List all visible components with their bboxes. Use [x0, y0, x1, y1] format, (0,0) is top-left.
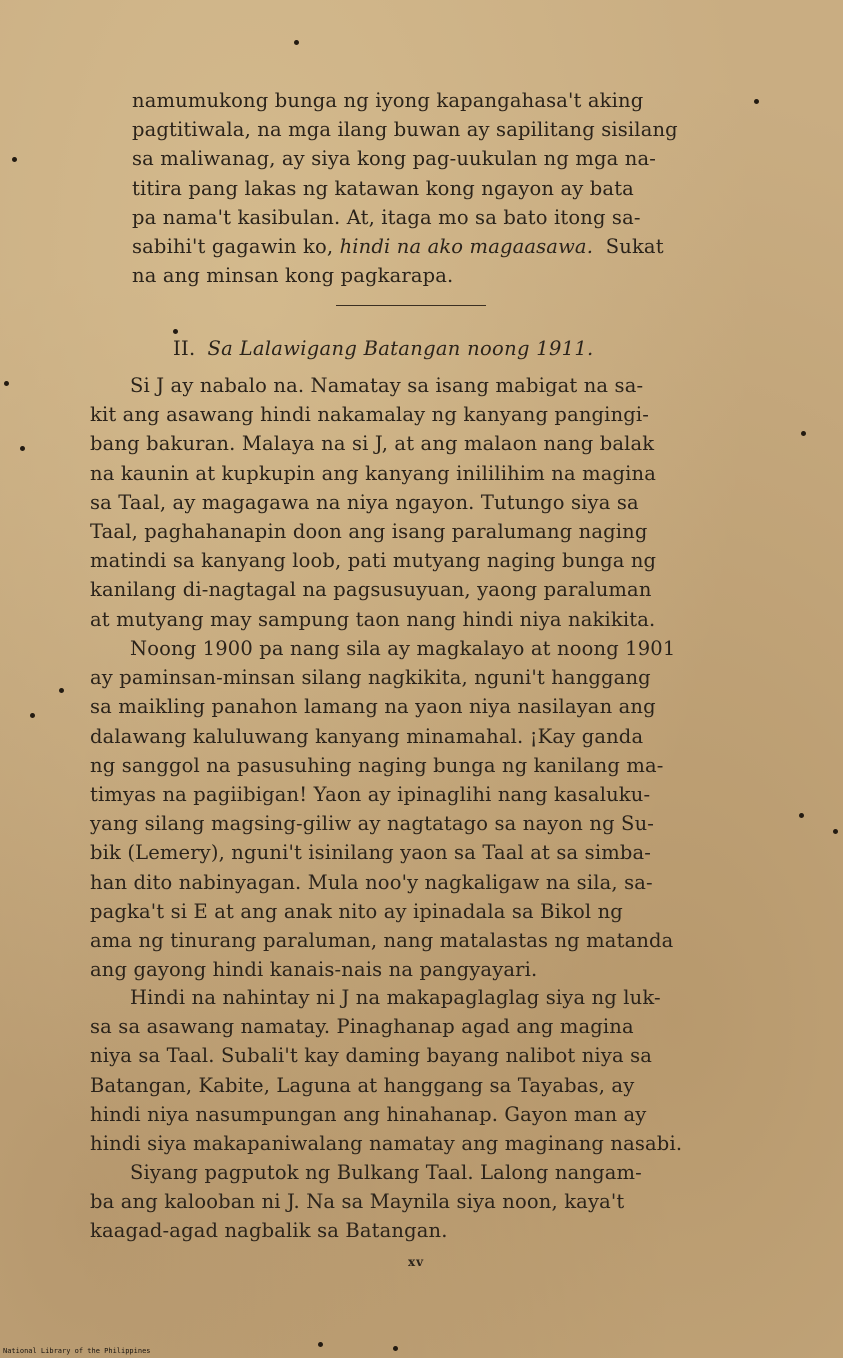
text-line: matindi sa kanyang loob, pati mutyang naging bunga ng — [90, 549, 657, 572]
text-line: namumukong bunga ng iyong kapangahasa't aking — [132, 89, 644, 112]
text-line: hindi siya makapaniwalang namatay ang maginang nasabi. — [90, 1132, 683, 1155]
text-line: timyas na pagiibigan! Yaon ay ipinaglihi nang kasaluku- — [90, 783, 651, 806]
text-line: ba ang kalooban ni J. Na sa Maynila siya noon, kaya't — [90, 1190, 625, 1213]
scan-speck — [12, 157, 17, 162]
text-line: ay paminsan-minsan silang nagkikita, nguni't hanggang — [90, 666, 651, 689]
text-line: bik (Lemery), nguni't isinilang yaon sa Taal at sa simba- — [90, 841, 651, 864]
scan-speck — [799, 813, 804, 818]
text-line: ng sanggol na pasusuhing naging bunga ng kanilang ma- — [90, 754, 664, 777]
text-line: pagka't si E at ang anak nito ay ipinadala sa Bikol ng — [90, 900, 623, 923]
text-line: sa maliwanag, ay siya kong pag-uukulan ng mga na- — [132, 147, 656, 170]
scan-speck — [833, 829, 838, 834]
text-span: sabihi't gagawin ko, — [132, 235, 340, 258]
text-line: bang bakuran. Malaya na si J, at ang malaon nang balak — [90, 432, 655, 455]
scan-speck — [801, 431, 806, 436]
text-line: Hindi na nahintay ni J na makapaglaglag siya ng luk- — [130, 986, 661, 1009]
text-line: sa Taal, ay magagawa na niya ngayon. Tutungo siya sa — [90, 491, 639, 514]
text-line: Noong 1900 pa nang sila ay magkalayo at noong 1901 — [130, 637, 676, 660]
text-line: Siyang pagputok ng Bulkang Taal. Lalong nangam- — [130, 1161, 642, 1184]
text-line: sa sa asawang namatay. Pinaghanap agad ang magina — [90, 1015, 634, 1038]
text-line: pa nama't kasibulan. At, itaga mo sa bato itong sa- — [132, 206, 641, 229]
scan-speck — [754, 99, 759, 104]
scan-speck — [4, 381, 9, 386]
scan-speck — [318, 1342, 323, 1347]
text-line: at mutyang may sampung taon nang hindi niya nakikita. — [90, 608, 656, 631]
text-line: na kaunin at kupkupin ang kanyang inililihim na magina — [90, 462, 657, 485]
text-line: hindi niya nasumpungan ang hinahanap. Gayon man ay — [90, 1103, 647, 1126]
text-line: na ang minsan kong pagkarapa. — [132, 264, 454, 287]
scan-speck — [173, 329, 178, 334]
scan-speck — [294, 40, 299, 45]
scan-speck — [20, 446, 25, 451]
italic-phrase: hindi na ako magaasawa. — [339, 235, 594, 258]
text-line: kaagad-agad nagbalik sa Batangan. — [90, 1219, 448, 1242]
text-line-mixed — [132, 232, 664, 261]
section-title: Sa Lalawigang Batangan noong 1911. — [207, 337, 594, 360]
text-line: Taal, paghahanapin doon ang isang paralumang naging — [90, 520, 648, 543]
text-line: kit ang asawang hindi nakamalay ng kanyang pangingi- — [90, 403, 650, 426]
text-line: dalawang kaluluwang kanyang minamahal. ¡Kay ganda — [90, 725, 644, 748]
text-line: niya sa Taal. Subali't kay daming bayang nalibot niya sa — [90, 1044, 653, 1067]
text-line: titira pang lakas ng katawan kong ngayon ay bata — [132, 177, 634, 200]
text-span: Sukat — [593, 235, 664, 258]
scan-speck — [59, 688, 64, 693]
page-number: xv — [408, 1255, 425, 1269]
text-line: ang gayong hindi kanais-nais na pangyayari. — [90, 958, 538, 981]
scan-speck — [30, 713, 35, 718]
text-line: yang silang magsing-giliw ay nagtatago sa nayon ng Su- — [90, 812, 655, 835]
text-line: sa maikling panahon lamang na yaon niya nasilayan ang — [90, 695, 656, 718]
text-line: han dito nabinyagan. Mula noo'y nagkaligaw na sila, sa- — [90, 871, 653, 894]
text-line: kanilang di-nagtagal na pagsusuyuan, yaong paraluman — [90, 578, 652, 601]
section-heading — [173, 337, 594, 360]
text-line: Batangan, Kabite, Laguna at hanggang sa Tayabas, ay — [90, 1074, 635, 1097]
section-number: II. — [173, 337, 196, 360]
text-line: pagtitiwala, na mga ilang buwan ay sapilitang sisilang — [132, 118, 678, 141]
section-divider — [336, 305, 486, 306]
text-line: ama ng tinurang paraluman, nang matalastas ng matanda — [90, 929, 674, 952]
scan-speck — [393, 1346, 398, 1351]
library-credit: National Library of the Philippines — [3, 1347, 151, 1355]
text-line: Si J ay nabalo na. Namatay sa isang mabigat na sa- — [130, 374, 644, 397]
